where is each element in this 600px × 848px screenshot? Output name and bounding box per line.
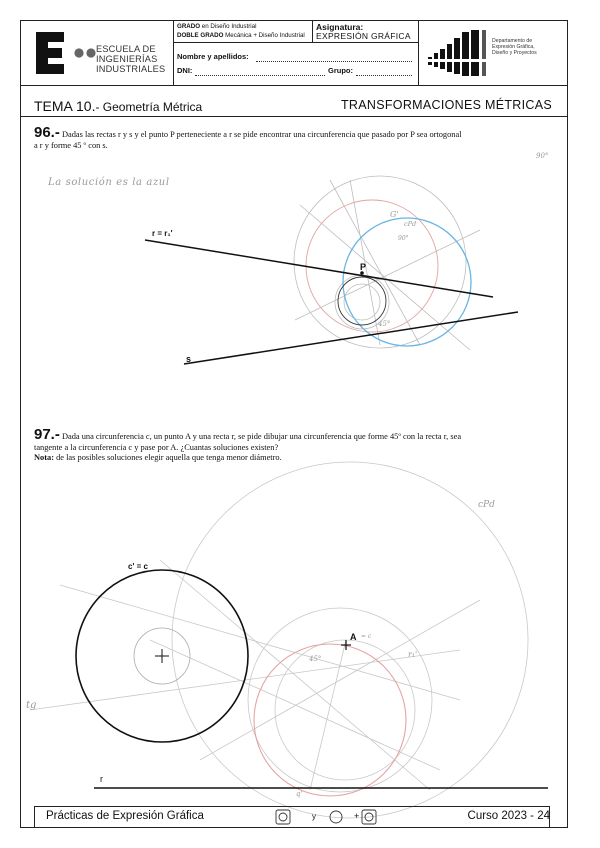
- label-45: 45°: [378, 320, 391, 328]
- label-A: A: [350, 632, 357, 642]
- construction-line: [60, 585, 460, 700]
- problem-97-statement: 97.- Dada una circunferencia c, un punto A y una recta r, se pide dibujar una circunferencia que forme 45º con la recta r, sea tangente a la circunferencia c y pase por A. ¿Cuantas soluciones existen? Nota: de las posibles soluciones elegir aquella que tenga menor diámetro.: [34, 426, 462, 462]
- nombre-label: Nombre y apellidos:: [177, 52, 249, 61]
- label-q: q': [296, 790, 303, 798]
- grupo-label: Grupo:: [328, 66, 353, 75]
- label-r1: r₁': [408, 650, 418, 659]
- label-tg: tg: [26, 700, 37, 711]
- label-45: 45°: [309, 655, 322, 663]
- construction-line: [150, 640, 440, 770]
- label-r: r: [100, 774, 103, 784]
- school-name: ESCUELA DE INGENIERÍAS INDUSTRIALES: [96, 44, 166, 74]
- footer-plus: +: [354, 811, 360, 821]
- dni-label: DNI:: [177, 66, 193, 75]
- label-90: 90°: [398, 235, 409, 242]
- label-cpd: cPd: [478, 500, 495, 510]
- tema-title: TEMA 10.- Geometría Métrica: [34, 98, 203, 114]
- label-G-prime: G': [390, 210, 399, 219]
- footer-y: y: [312, 812, 316, 821]
- footer-title: Prácticas de Expresión Gráfica: [46, 810, 204, 822]
- asignatura-label: Asignatura:: [316, 22, 364, 32]
- red-solution-circle: [254, 644, 406, 796]
- label-A-sub: = c: [361, 633, 372, 640]
- grado-line: GRADO en Diseño Industrial: [177, 23, 257, 30]
- problem-96-corner-note: 90°: [536, 152, 549, 160]
- section-title: TRANSFORMACIONES MÉTRICAS: [341, 98, 552, 112]
- label-c: c' = c: [128, 562, 148, 571]
- label-r: r = r₁': [152, 229, 173, 238]
- construction-line: [160, 560, 430, 790]
- label-s: s: [186, 354, 192, 364]
- problem-96-handwritten-note: La solución es la azul: [48, 177, 170, 188]
- problem-96-statement: 96.- Dadas las rectas r y s y el punto P perteneciente a r se pide encontrar una circunferencia que pasado por P sea ortogonal a r y forme 45 º con s.: [34, 124, 462, 150]
- label-P: P: [360, 262, 367, 272]
- footer-course: Curso 2023 - 24: [467, 810, 550, 822]
- label-cpd: cPd: [404, 220, 417, 228]
- doble-grado-line: DOBLE GRADO Mecánica + Diseño Industrial: [177, 32, 305, 39]
- asignatura-value: EXPRESIÓN GRÁFICA: [316, 31, 411, 41]
- department-name: Departamento de Expresión Gráfica, Diseño y Proyectos: [492, 38, 537, 56]
